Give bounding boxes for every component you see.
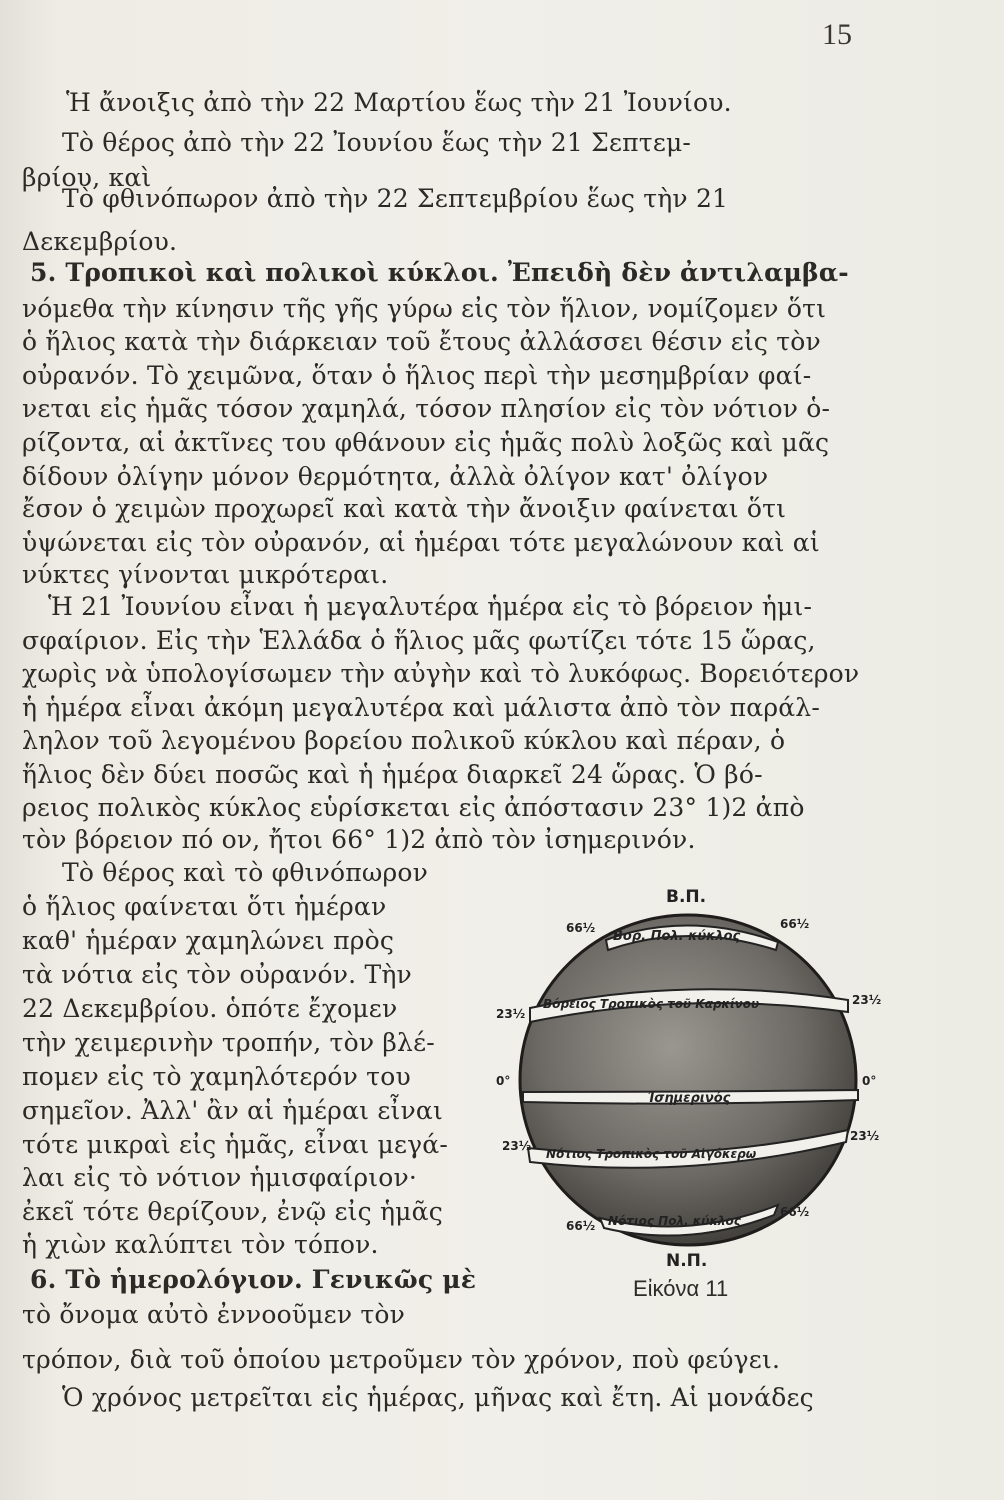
text-line: Ἡ ἄνοιξις ἀπὸ τὴν 22 Μαρτίου ἕως τὴν 21 Ἰουνίου. (66, 88, 732, 117)
text-line: Τὸ θέρος ἀπὸ τὴν 22 Ἰουνίου ἕως τὴν 21 Σεπτεμ- (62, 128, 692, 157)
text-line: ἐκεῖ τότε θερίζουν, ἐνῷ εἰς ἡμᾶς (22, 1197, 443, 1226)
text-line: Τὸ θέρος καὶ τὸ φθινόπωρον (62, 858, 429, 887)
text-line: ρειος πολικὸς κύκλος εὑρίσκεται εἰς ἀπόστασιν 23° 1)2 ἀπὸ (22, 793, 805, 822)
text-line: νύκτες γίνονται μικρότεραι. (22, 560, 389, 589)
lat-label: 23½ (502, 1139, 532, 1153)
text-line: τὸ ὄνομα αὐτὸ ἐννοοῦμεν τὸν (22, 1300, 406, 1329)
text-line: ρίζοντα, αἱ ἀκτῖνες του φθάνουν εἰς ἡμᾶς πολὺ λοξῶς καὶ μᾶς (22, 428, 830, 457)
text-line: νόμεθα τὴν κίνησιν τῆς γῆς γύρω εἰς τὸν ἥλιον, νομίζομεν ὅτι (22, 294, 827, 323)
lat-label: 0° (496, 1074, 511, 1088)
text-line: λαι εἰς τὸ νότιον ἡμισφαίριον· (22, 1163, 418, 1192)
tropic-cancer-label: Βόρειος Τροπικὸς τοῦ Καρκίνου (543, 997, 760, 1011)
lat-label: 23½ (852, 993, 882, 1007)
globe-icon (488, 880, 888, 1270)
text-line: τὰ νότια εἰς τὸν οὐρανόν. Τὴν (22, 960, 412, 989)
text-line: νεται εἰς ἡμᾶς τόσον χαμηλά, τόσον πλησίον εἰς τὸν νότιον ὁ- (22, 394, 831, 423)
text-line: ἡ χιὼν καλύπτει τὸν τόπον. (22, 1230, 379, 1259)
text-line: σφαίριον. Εἰς τὴν Ἑλλάδα ὁ ἥλιος μᾶς φωτίζει τότε 15 ὥρας, (22, 626, 816, 655)
text-line: Ὁ χρόνος μετρεῖται εἰς ἡμέρας, μῆνας καὶ ἔτη. Αἱ μονάδες (62, 1383, 814, 1412)
text-line: καθ' ἡμέραν χαμηλώνει πρὸς (22, 926, 395, 955)
arctic-circle-label: Βορ. Πολ. κύκλος (613, 929, 741, 944)
lat-label: 23½ (496, 1007, 526, 1021)
section-heading-5: 5. Τροπικοὶ καὶ πολικοὶ κύκλοι. Ἐπειδὴ δὲν ἀντιλαμβα- (30, 258, 849, 287)
lat-label: 66½ (780, 1205, 810, 1219)
text-line: σημεῖον. Ἀλλ' ἂν αἱ ἡμέραι εἶναι (22, 1096, 443, 1125)
text-line: ἥλιος δὲν δύει ποσῶς καὶ ἡ ἡμέρα διαρκεῖ 24 ὥρας. Ὁ βό- (22, 760, 763, 789)
text-line: ὁ ἥλιος φαίνεται ὅτι ἡμέραν (22, 892, 387, 921)
tropic-capricorn-label: Νότιος Τροπικὸς τοῦ Αἰγόκερω (546, 1147, 757, 1161)
text-line: ὁ ἥλιος κατὰ τὴν διάρκειαν τοῦ ἔτους ἀλλάσσει θέσιν εἰς τὸν (22, 327, 821, 356)
text-line: Ἡ 21 Ἰουνίου εἶναι ἡ μεγαλυτέρα ἡμέρα εἰς τὸ βόρειον ἡμι- (48, 592, 813, 621)
text-line: Δεκεμβρίου. (22, 227, 178, 256)
text-line: τὴν χειμερινὴν τροπήν, τὸν βλέ- (22, 1028, 435, 1057)
text-line: ληλον τοῦ λεγομένου βορείου πολικοῦ κύκλου καὶ πέραν, ὁ (22, 726, 786, 755)
text-line: ὑψώνεται εἰς τὸν οὐρανόν, αἱ ἡμέραι τότε μεγαλώνουν καὶ αἱ (22, 528, 820, 557)
text-line: 22 Δεκεμβρίου. ὁπότε ἔχομεν (22, 994, 398, 1023)
globe-sphere (520, 915, 856, 1245)
text-line: ἡ ἡμέρα εἶναι ἀκόμη μεγαλυτέρα καὶ μάλιστα ἀπὸ τὸν παράλ- (22, 693, 820, 722)
figure-caption: Εἰκόνα 11 (633, 1276, 729, 1301)
text-line: βρίου, καὶ (22, 163, 152, 192)
text-line: ἔσον ὁ χειμὼν προχωρεῖ καὶ κατὰ τὴν ἄνοιξιν φαίνεται ὅτι (22, 494, 787, 523)
lat-label: 66½ (566, 1219, 596, 1233)
text-line: χωρὶς νὰ ὑπολογίσωμεν τὴν αὐγὴν καὶ τὸ λυκόφως. Βορειότερον (22, 659, 860, 688)
lat-label: 23½ (850, 1129, 880, 1143)
text-line: πομεν εἰς τὸ χαμηλότερόν του (22, 1062, 411, 1091)
equator-label: Ἰσημερινός (648, 1091, 731, 1106)
text-line: Τὸ φθινόπωρον ἀπὸ τὴν 22 Σεπτεμβρίου ἕως τὴν 21 (62, 184, 729, 213)
page-number: 15 (822, 18, 852, 51)
globe-figure (488, 880, 888, 1270)
section-heading-6: 6. Τὸ ἡμερολόγιον. Γενικῶς μὲ (30, 1265, 477, 1294)
text-line: δίδουν ὀλίγην μόνον θερμότητα, ἀλλὰ ὀλίγον κατ' ὀλίγον (22, 462, 769, 491)
text-line: τρόπον, διὰ τοῦ ὁποίου μετροῦμεν τὸν χρόνον, ποὺ φεύγει. (22, 1345, 781, 1374)
lat-label: 0° (862, 1074, 877, 1088)
text-line: οὐρανόν. Τὸ χειμῶνα, ὅταν ὁ ἥλιος περὶ τὴν μεσημβρίαν φαί- (22, 361, 812, 390)
lat-label: 66½ (780, 917, 810, 931)
south-pole-label: Ν.Π. (666, 1251, 708, 1270)
north-pole-label: Β.Π. (666, 887, 707, 907)
text-line: τὸν βόρειον πό ον, ἤτοι 66° 1)2 ἀπὸ τὸν ἰσημερινόν. (22, 825, 696, 854)
antarctic-circle-label: Νότιος Πολ. κύκλος (608, 1214, 741, 1228)
lat-label: 66½ (566, 921, 596, 935)
text-line: τότε μικραὶ εἰς ἡμᾶς, εἶναι μεγά- (22, 1130, 448, 1159)
